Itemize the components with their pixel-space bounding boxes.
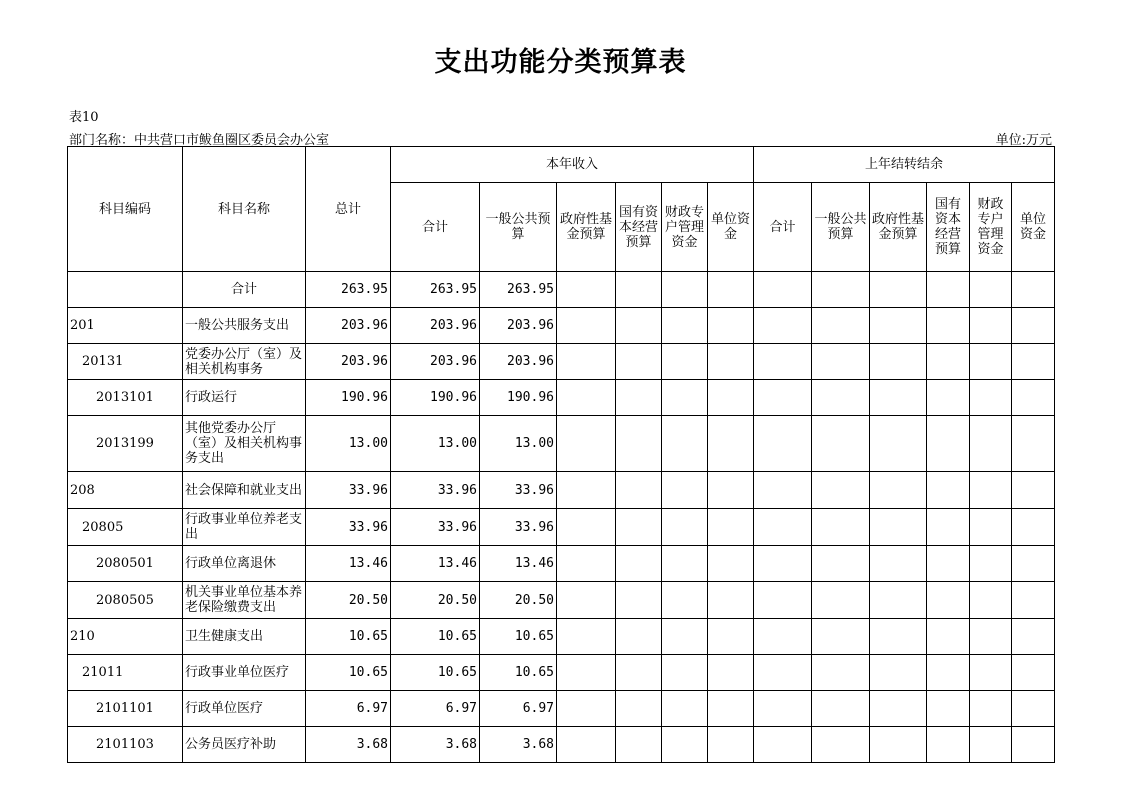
row-cur-general: 33.96 bbox=[480, 472, 557, 509]
row-cur-general: 3.68 bbox=[480, 727, 557, 763]
header-name: 科目名称 bbox=[183, 147, 306, 272]
header-prior-general: 一般公共预算 bbox=[812, 183, 870, 272]
table-row bbox=[68, 691, 1055, 727]
row-cur-total: 203.96 bbox=[391, 308, 480, 344]
row-total: 20.50 bbox=[306, 582, 391, 619]
row-total: 10.65 bbox=[306, 655, 391, 691]
row-name: 公务员医疗补助 bbox=[183, 727, 306, 763]
header-cur-special: 财政专户管理资金 bbox=[662, 183, 708, 272]
table-row bbox=[68, 582, 1055, 619]
row-total: 263.95 bbox=[306, 272, 391, 308]
header-current-income: 本年收入 bbox=[391, 147, 754, 183]
header-prior-unit: 单位资金 bbox=[1012, 183, 1055, 272]
row-cur-general: 10.65 bbox=[480, 619, 557, 655]
row-name: 行政单位医疗 bbox=[183, 691, 306, 727]
row-cur-total: 190.96 bbox=[391, 380, 480, 416]
row-cur-total: 33.96 bbox=[391, 472, 480, 509]
row-code: 201 bbox=[68, 308, 183, 344]
table-row bbox=[68, 344, 1055, 380]
header-total: 总计 bbox=[306, 147, 391, 272]
row-code: 20131 bbox=[68, 344, 183, 380]
row-code: 2080501 bbox=[68, 546, 183, 582]
row-cur-general: 13.46 bbox=[480, 546, 557, 582]
header-cur-unit: 单位资金 bbox=[708, 183, 754, 272]
row-name: 卫生健康支出 bbox=[183, 619, 306, 655]
row-name: 行政事业单位医疗 bbox=[183, 655, 306, 691]
row-total: 33.96 bbox=[306, 509, 391, 546]
row-cur-general: 13.00 bbox=[480, 416, 557, 472]
row-cur-total: 10.65 bbox=[391, 655, 480, 691]
row-cur-total: 203.96 bbox=[391, 344, 480, 380]
row-cur-total: 263.95 bbox=[391, 272, 480, 308]
table-row bbox=[68, 472, 1055, 509]
row-total: 10.65 bbox=[306, 619, 391, 655]
table-row bbox=[68, 509, 1055, 546]
row-cur-general: 263.95 bbox=[480, 272, 557, 308]
row-total: 203.96 bbox=[306, 344, 391, 380]
row-name: 党委办公厅（室）及相关机构事务 bbox=[183, 344, 306, 380]
row-cur-total: 20.50 bbox=[391, 582, 480, 619]
table-row bbox=[68, 308, 1055, 344]
row-cur-total: 10.65 bbox=[391, 619, 480, 655]
header-cur-general: 一般公共预算 bbox=[480, 183, 557, 272]
header-cur-total: 合计 bbox=[391, 183, 480, 272]
row-code: 20805 bbox=[68, 509, 183, 546]
row-total: 33.96 bbox=[306, 472, 391, 509]
row-code: 2080505 bbox=[68, 582, 183, 619]
header-prior-total: 合计 bbox=[754, 183, 812, 272]
row-code bbox=[68, 272, 183, 308]
table-row bbox=[68, 546, 1055, 582]
row-code: 2013101 bbox=[68, 380, 183, 416]
row-cur-general: 190.96 bbox=[480, 380, 557, 416]
row-name: 合计 bbox=[183, 272, 306, 308]
row-cur-total: 13.00 bbox=[391, 416, 480, 472]
row-code: 21011 bbox=[68, 655, 183, 691]
page-title: 支出功能分类预算表 bbox=[434, 47, 687, 78]
table-row bbox=[68, 619, 1055, 655]
row-code: 208 bbox=[68, 472, 183, 509]
row-total: 190.96 bbox=[306, 380, 391, 416]
row-cur-general: 10.65 bbox=[480, 655, 557, 691]
row-name: 社会保障和就业支出 bbox=[183, 472, 306, 509]
table-row bbox=[68, 380, 1055, 416]
row-name: 行政运行 bbox=[183, 380, 306, 416]
row-cur-general: 203.96 bbox=[480, 308, 557, 344]
table-row bbox=[68, 727, 1055, 763]
table-row bbox=[68, 416, 1055, 472]
row-cur-total: 3.68 bbox=[391, 727, 480, 763]
row-cur-total: 13.46 bbox=[391, 546, 480, 582]
row-cur-general: 6.97 bbox=[480, 691, 557, 727]
header-cur-stateown: 国有资本经营预算 bbox=[616, 183, 662, 272]
row-total: 3.68 bbox=[306, 727, 391, 763]
row-name: 行政事业单位养老支出 bbox=[183, 509, 306, 546]
header-prior-special: 财政专户管理资金 bbox=[970, 183, 1012, 272]
header-prior-carryover: 上年结转结余 bbox=[754, 147, 1055, 183]
table-number: 表10 bbox=[69, 110, 99, 125]
row-cur-total: 6.97 bbox=[391, 691, 480, 727]
row-total: 6.97 bbox=[306, 691, 391, 727]
department-label: 部门名称：中共营口市鲅鱼圈区委员会办公室 bbox=[69, 133, 330, 148]
table-row bbox=[68, 655, 1055, 691]
row-total: 203.96 bbox=[306, 308, 391, 344]
header-prior-stateown: 国有资本经营预算 bbox=[927, 183, 970, 272]
budget-table bbox=[67, 146, 1055, 763]
row-name: 行政单位离退休 bbox=[183, 546, 306, 582]
row-total: 13.00 bbox=[306, 416, 391, 472]
row-name: 一般公共服务支出 bbox=[183, 308, 306, 344]
row-cur-general: 33.96 bbox=[480, 509, 557, 546]
row-code: 2013199 bbox=[68, 416, 183, 472]
row-cur-total: 33.96 bbox=[391, 509, 480, 546]
row-code: 2101103 bbox=[68, 727, 183, 763]
row-cur-general: 20.50 bbox=[480, 582, 557, 619]
row-code: 2101101 bbox=[68, 691, 183, 727]
row-code: 210 bbox=[68, 619, 183, 655]
unit-label: 单位:万元 bbox=[995, 133, 1052, 148]
row-name: 其他党委办公厅（室）及相关机构事务支出 bbox=[183, 416, 306, 472]
header-code: 科目编码 bbox=[68, 147, 183, 272]
row-total: 13.46 bbox=[306, 546, 391, 582]
row-cur-general: 203.96 bbox=[480, 344, 557, 380]
row-name: 机关事业单位基本养老保险缴费支出 bbox=[183, 582, 306, 619]
header-cur-govfund: 政府性基金预算 bbox=[557, 183, 616, 272]
table-row bbox=[68, 272, 1055, 308]
header-prior-govfund: 政府性基金预算 bbox=[870, 183, 927, 272]
